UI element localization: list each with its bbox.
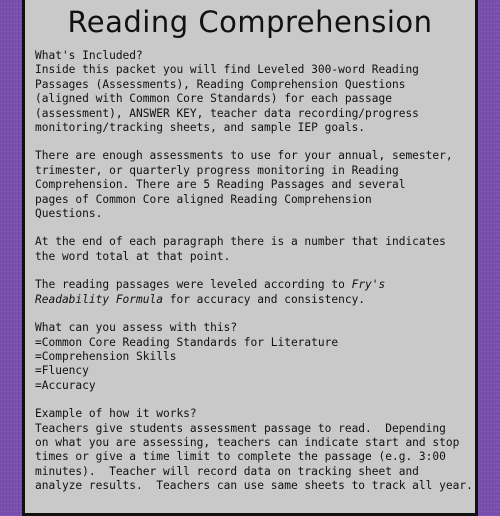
example-section — [35, 407, 473, 493]
assessments-paragraph — [35, 149, 465, 221]
text-line — [35, 278, 465, 292]
section-heading: What can you assess with this? — [35, 321, 238, 335]
text-line: the word total at that point. — [35, 249, 231, 263]
word-total-paragraph — [35, 235, 465, 264]
text-segment: The reading passages were leveled according to — [35, 278, 352, 292]
text-line — [35, 293, 465, 307]
list-item: =Fluency — [35, 364, 89, 378]
text-line: At the end of each paragraph there is a number that indicates — [35, 235, 446, 249]
list-item: =Common Core Reading Standards for Literature — [35, 335, 339, 349]
description-body — [35, 49, 473, 494]
list-item: =Comprehension Skills — [35, 349, 177, 363]
formula-name-italic: Fry's — [351, 278, 386, 292]
text-line: Questions. — [35, 207, 103, 221]
text-line: Passages (Assessments), Reading Comprehension Questions — [35, 77, 406, 91]
formula-name-italic: Readability Formula — [35, 292, 163, 306]
text-line: Inside this packet you will find Leveled 300-word Reading — [35, 63, 419, 77]
leveled-paragraph — [35, 278, 465, 307]
text-line: pages of Common Core aligned Reading Comprehension — [35, 192, 372, 206]
list-item: =Accuracy — [35, 378, 96, 392]
product-description-panel — [22, 0, 478, 516]
page-title: Reading Comprehension — [67, 5, 433, 39]
text-line: Teachers give students assessment passage to read. Depending — [35, 421, 446, 435]
text-line: (aligned with Common Core Standards) for each passage — [35, 92, 392, 106]
text-segment: for accuracy and consistency. — [162, 292, 366, 306]
text-line: on what you are assessing, teachers can indicate start and stop — [35, 435, 460, 449]
section-heading: What's Included? — [35, 49, 143, 62]
section-heading: Example of how it works? — [35, 407, 197, 421]
text-line: There are enough assessments to use for your annual, semester, — [35, 149, 453, 163]
text-line: analyze results. Teachers can use same sheets to track all year. — [35, 479, 473, 493]
text-line: monitoring/tracking sheets, and sample IEP goals. — [35, 121, 366, 135]
assess-section — [35, 321, 465, 393]
text-line: (assessment), ANSWER KEY, teacher data recording/progress — [35, 106, 419, 120]
text-line: trimester, or quarterly progress monitoring in Reading — [35, 163, 399, 177]
text-line: minutes). Teacher will record data on tracking sheet and — [35, 464, 419, 478]
text-line: Comprehension. There are 5 Reading Passages and several — [35, 178, 406, 192]
whats-included-section — [35, 49, 465, 135]
text-line: times or give a time limit to complete the passage (e.g. 3:00 — [35, 450, 446, 464]
